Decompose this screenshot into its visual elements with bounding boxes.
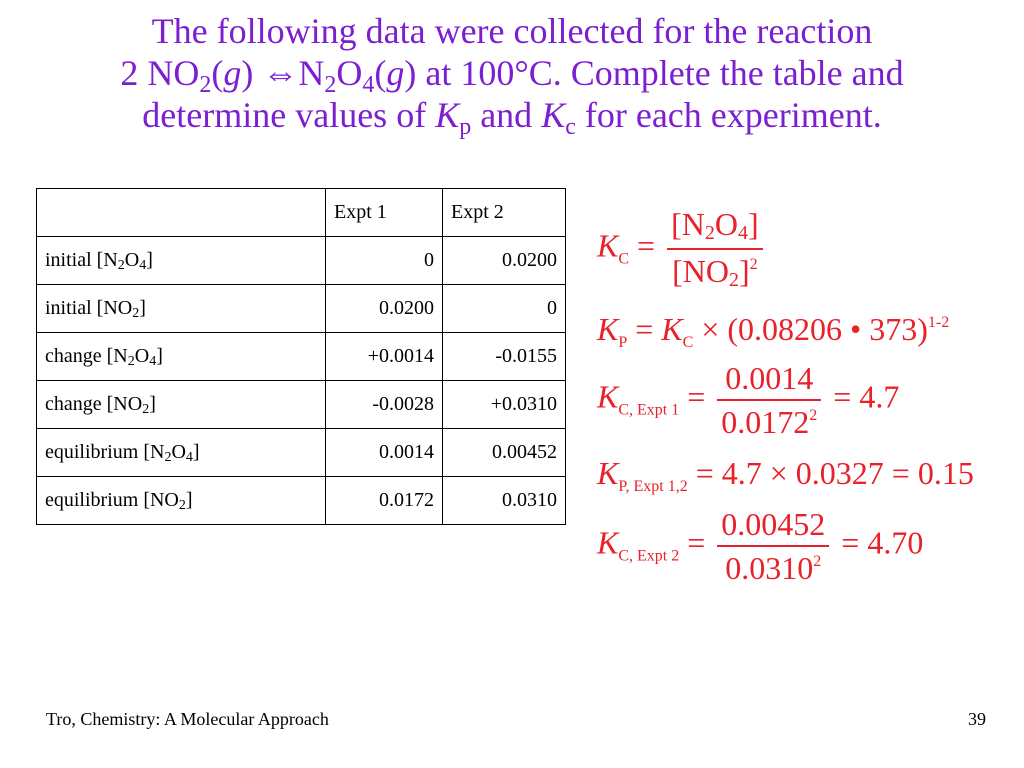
k-symbol: K [597, 227, 619, 264]
title-italic: K [541, 95, 566, 135]
cell-expt1: -0.0028 [326, 381, 443, 429]
k-symbol: K [597, 455, 619, 491]
math-text: 0.0172 [721, 404, 810, 440]
cell-expt1: 0.0200 [326, 285, 443, 333]
row-label-subscript: 2 [142, 402, 150, 417]
row-label-text: O [134, 345, 150, 367]
math-subscript: 2 [704, 222, 715, 244]
row-label-text: O [124, 249, 140, 271]
title-text: ( [374, 53, 387, 93]
title-text: O [336, 53, 363, 93]
math-text: [NO [672, 253, 729, 289]
k-symbol: K [597, 524, 619, 561]
math-text: × (0.08206 • 373) [693, 311, 928, 347]
fraction-denominator [667, 250, 763, 290]
math-text: 0.0310 [725, 550, 814, 586]
table-row [37, 333, 566, 381]
equilibrium-arrow-icon: ⇔ [262, 53, 299, 93]
title-subscript: c [565, 114, 576, 140]
math-exponent: 2 [813, 553, 822, 570]
cell-expt2: 0 [443, 285, 566, 333]
footer-source: Tro, Chemistry: A Molecular Approach [46, 709, 329, 729]
table-header-cell: Expt 2 [443, 189, 566, 237]
k-subscript: P, Expt 1,2 [618, 478, 688, 495]
row-label-text: O [171, 441, 186, 463]
fraction-numerator: 0.0014 [717, 362, 821, 401]
row-label-text: ] [185, 489, 193, 511]
title-text: 2 NO [120, 53, 200, 93]
cell-expt2: +0.0310 [443, 381, 566, 429]
title-text: and [471, 95, 542, 135]
title-line-3 [0, 94, 1024, 140]
title-text: ) [241, 53, 254, 93]
cell-expt1: 0.0172 [326, 477, 443, 525]
title-line-1: The following data were collected for the reaction [151, 11, 873, 51]
row-label-text: ] [156, 345, 163, 367]
k-subscript: P [618, 334, 628, 351]
row-label-subscript: 2 [164, 450, 172, 465]
cell-expt1: 0 [326, 237, 443, 285]
row-label-text: change [N [45, 345, 128, 367]
math-text: ] [747, 206, 759, 242]
title-text: N [298, 53, 325, 93]
cell-expt2: 0.00452 [443, 429, 566, 477]
k-symbol: K [661, 311, 683, 347]
page-number: 39 [968, 709, 986, 729]
math-text: [N [671, 206, 705, 242]
equation-kp-expt [597, 457, 974, 495]
equals-sign: = [627, 311, 662, 347]
row-label [37, 381, 326, 429]
fraction [717, 508, 829, 584]
math-subscript: 4 [737, 222, 748, 244]
title-text: ) at 100°C. Complete the table and [404, 53, 904, 93]
cell-expt2: -0.0155 [443, 333, 566, 381]
cell-expt1: +0.0014 [326, 333, 443, 381]
equation-kp-relation [597, 313, 949, 351]
table-header-cell [37, 189, 326, 237]
title-text: for each experiment. [575, 95, 882, 135]
math-exponent: 2 [749, 256, 758, 273]
math-text: = 4.7 × 0.0327 = 0.15 [687, 455, 974, 491]
math-result: = 4.70 [833, 524, 924, 561]
table-header-row [37, 189, 566, 237]
equation-kc-expt2 [597, 508, 923, 584]
title-italic: K [435, 95, 460, 135]
title-text: determine values of [142, 95, 436, 135]
title-subscript: 4 [362, 72, 375, 98]
table-header-cell: Expt 1 [326, 189, 443, 237]
row-label [37, 285, 326, 333]
title-text: ( [211, 53, 224, 93]
k-symbol: K [597, 311, 619, 347]
table-row [37, 285, 566, 333]
title-subscript: 2 [324, 72, 337, 98]
table-row [37, 429, 566, 477]
fraction-numerator: 0.00452 [717, 508, 829, 547]
k-symbol: K [597, 378, 619, 415]
row-label-subscript: 2 [127, 354, 135, 369]
k-subscript: C, Expt 2 [618, 547, 680, 565]
fraction [717, 362, 821, 438]
table-row [37, 381, 566, 429]
fraction-numerator [667, 208, 763, 250]
row-label-text: equilibrium [NO [45, 489, 179, 511]
row-label [37, 333, 326, 381]
row-label-text: ] [149, 393, 156, 415]
math-exponent: 1-2 [927, 314, 950, 331]
cell-expt2: 0.0200 [443, 237, 566, 285]
k-subscript: C [682, 334, 694, 351]
fraction [667, 208, 763, 290]
row-label-subscript: 4 [139, 258, 147, 273]
equals-sign: = [679, 378, 714, 415]
title-subscript: p [459, 114, 472, 140]
row-label-text: ] [146, 249, 153, 271]
math-subscript: 2 [728, 269, 739, 291]
title-italic: g [386, 53, 405, 93]
title-subscript: 2 [199, 72, 212, 98]
row-label [37, 237, 326, 285]
row-label-subscript: 2 [178, 498, 186, 513]
row-label-text: change [NO [45, 393, 143, 415]
k-subscript: C [618, 250, 630, 268]
row-label [37, 429, 326, 477]
equation-kc-definition [597, 208, 767, 290]
row-label-text: equilibrium [N [45, 441, 165, 463]
row-label-subscript: 4 [185, 450, 193, 465]
fraction-denominator [717, 401, 821, 438]
k-subscript: C, Expt 1 [618, 401, 680, 419]
slide-title [0, 10, 1024, 140]
cell-expt1: 0.0014 [326, 429, 443, 477]
equals-sign: = [679, 524, 714, 561]
row-label-subscript: 2 [132, 306, 140, 321]
fraction-denominator [717, 547, 829, 584]
row-label-text: ] [192, 441, 200, 463]
title-italic: g [223, 53, 242, 93]
math-result: = 4.7 [825, 378, 900, 415]
data-table [36, 188, 566, 525]
table-row [37, 477, 566, 525]
equation-kc-expt1 [597, 362, 899, 438]
math-text: ] [738, 253, 750, 289]
row-label-text: initial [N [45, 249, 118, 271]
equals-sign: = [629, 227, 664, 264]
row-label-text: initial [NO [45, 297, 133, 319]
row-label-subscript: 4 [149, 354, 157, 369]
math-exponent: 2 [809, 407, 818, 424]
row-label-subscript: 2 [117, 258, 125, 273]
cell-expt2: 0.0310 [443, 477, 566, 525]
table-row [37, 237, 566, 285]
row-label [37, 477, 326, 525]
math-text: O [714, 206, 738, 242]
row-label-text: ] [139, 297, 146, 319]
title-line-2 [0, 52, 1024, 98]
